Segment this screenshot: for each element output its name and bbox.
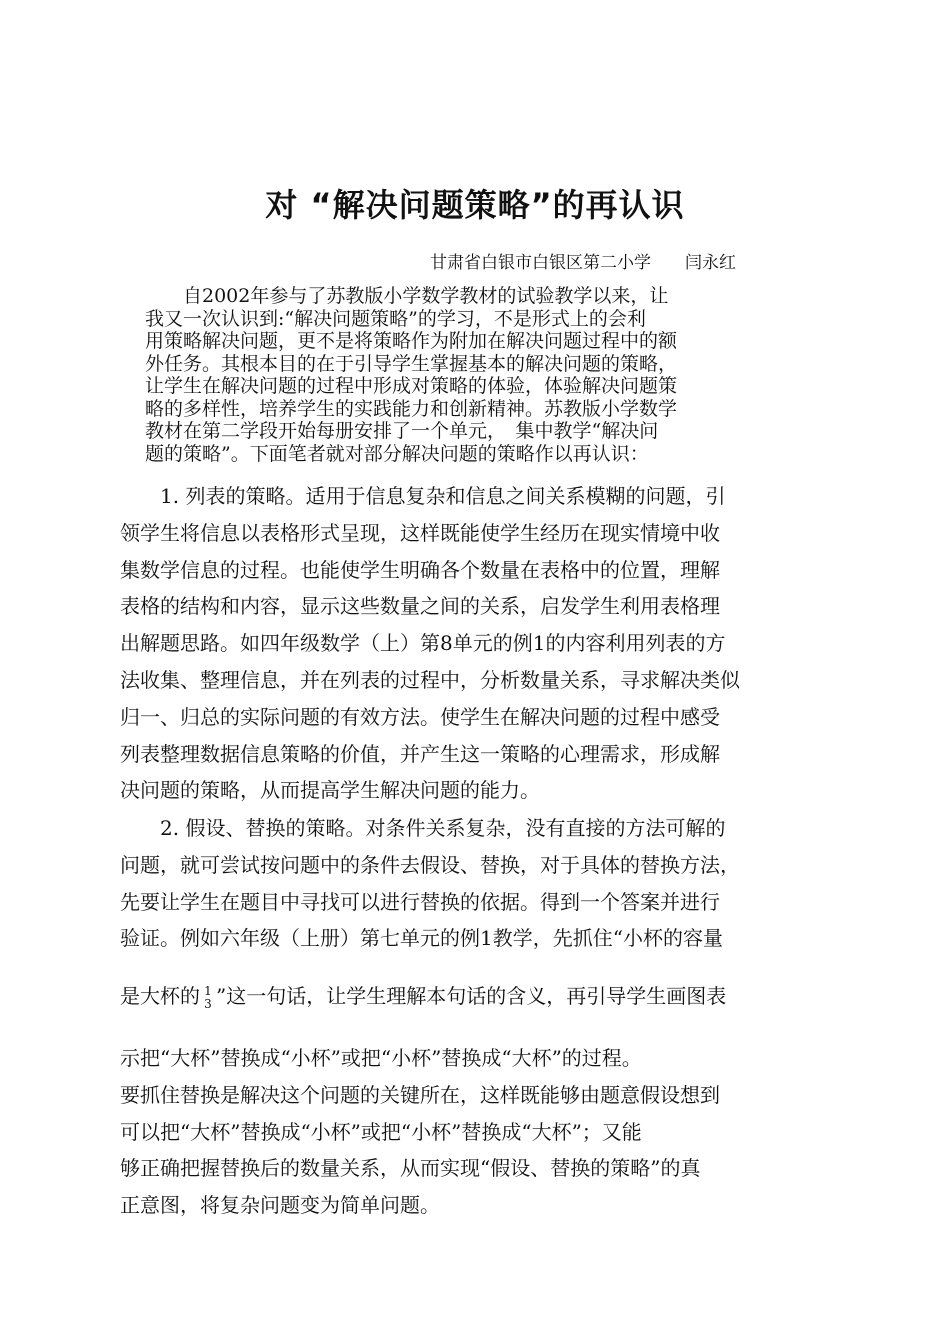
text-line: 略的多样性，培养学生的实践能力和创新精神。苏教版小学数学	[145, 397, 678, 420]
text-line: 先要让学生在题目中寻找可以进行替换的依据。得到一个答案并进行	[120, 889, 720, 914]
text-line: 归一、归总的实际问题的有效方法。使学生在解决问题的过程中感受	[120, 704, 720, 729]
fraction-one-third	[202, 985, 214, 1011]
text-line: 外任务。其根本目的在于引导学生掌握基本的解决问题的策略，	[145, 352, 678, 375]
section-2-paragraph	[120, 810, 840, 957]
intro-paragraph	[145, 285, 810, 465]
section-2-continuation	[120, 1040, 840, 1224]
text-line: 集数学信息的过程。也能使学生明确各个数量在表格中的位置，理解	[120, 557, 720, 582]
text-line: 2. 假设、替换的策略。对条件关系复杂，没有直接的方法可解的	[120, 816, 726, 840]
text-line: 出解题思路。如四年级数学（上）第8单元的例1的内容利用列表的方	[120, 631, 726, 656]
fraction-line-before: 是大杯的	[120, 984, 200, 1008]
text-line: 示把“大杯”替换成“小杯”或把“小杯”替换成“大杯”的过程。	[120, 1046, 642, 1070]
text-line: 我又一次认识到:“解决问题策略”的学习，不是形式上的会利	[145, 307, 646, 330]
text-line: 正意图，将复杂问题变为简单问题。	[120, 1193, 440, 1218]
text-line: 1. 列表的策略。适用于信息复杂和信息之间关系模糊的问题，引	[120, 484, 726, 508]
fraction-numerator: 1	[204, 983, 212, 998]
text-line: 用策略解决问题，更不是将策略作为附加在解决问题过程中的额	[145, 330, 678, 352]
text-line: 自2002年参与了苏教版小学数学教材的试验教学以来，让	[145, 285, 669, 307]
document-title: 对 “解决问题策略”的再认识	[265, 186, 685, 224]
text-line: 验证。例如六年级（上册）第七单元的例1教学，先抓住“小杯的容量	[120, 926, 723, 951]
text-line: 让学生在解决问题的过程中形成对策略的体验，体验解决问题策	[145, 375, 678, 397]
text-line: 要抓住替换是解决这个问题的关键所在，这样既能够由题意假设想到	[120, 1082, 720, 1107]
text-line: 决问题的策略，从而提高学生解决问题的能力。	[120, 778, 540, 803]
fraction-denominator: 3	[204, 996, 212, 1011]
text-line: 够正确把握替换后的数量关系，从而实现“假设、替换的策略”的真	[120, 1156, 701, 1181]
author-line: 甘肃省白银市白银区第二小学 闫永红	[430, 253, 736, 273]
text-line: 可以把“大杯”替换成“小杯”或把“小杯”替换成“大杯”；又能	[120, 1119, 642, 1144]
text-line: 表格的结构和内容，显示这些数量之间的关系，启发学生利用表格理	[120, 594, 720, 619]
text-line: 问题，就可尝试按问题中的条件去假设、替换，对于具体的替换方法，	[120, 852, 740, 877]
text-line: 领学生将信息以表格形式呈现，这样既能使学生经历在现实情境中收	[120, 520, 720, 545]
text-line: 法收集、整理信息，并在列表的过程中，分析数量关系，寻求解决类似	[120, 667, 740, 692]
text-line: 列表整理数据信息策略的价值，并产生这一策略的心理需求，形成解	[120, 741, 720, 766]
fraction-line-after: ”这一句话，让学生理解本句话的含义，再引导学生画图表	[216, 984, 727, 1008]
section-1-paragraph	[120, 478, 840, 809]
text-line: 题的策略”。下面笔者就对部分解决问题的策略作以再认识：	[145, 442, 649, 465]
text-line: 教材在第二学段开始每册安排了一个单元， 集中教学“解决问	[145, 420, 659, 442]
fraction-text-line	[120, 980, 726, 1011]
